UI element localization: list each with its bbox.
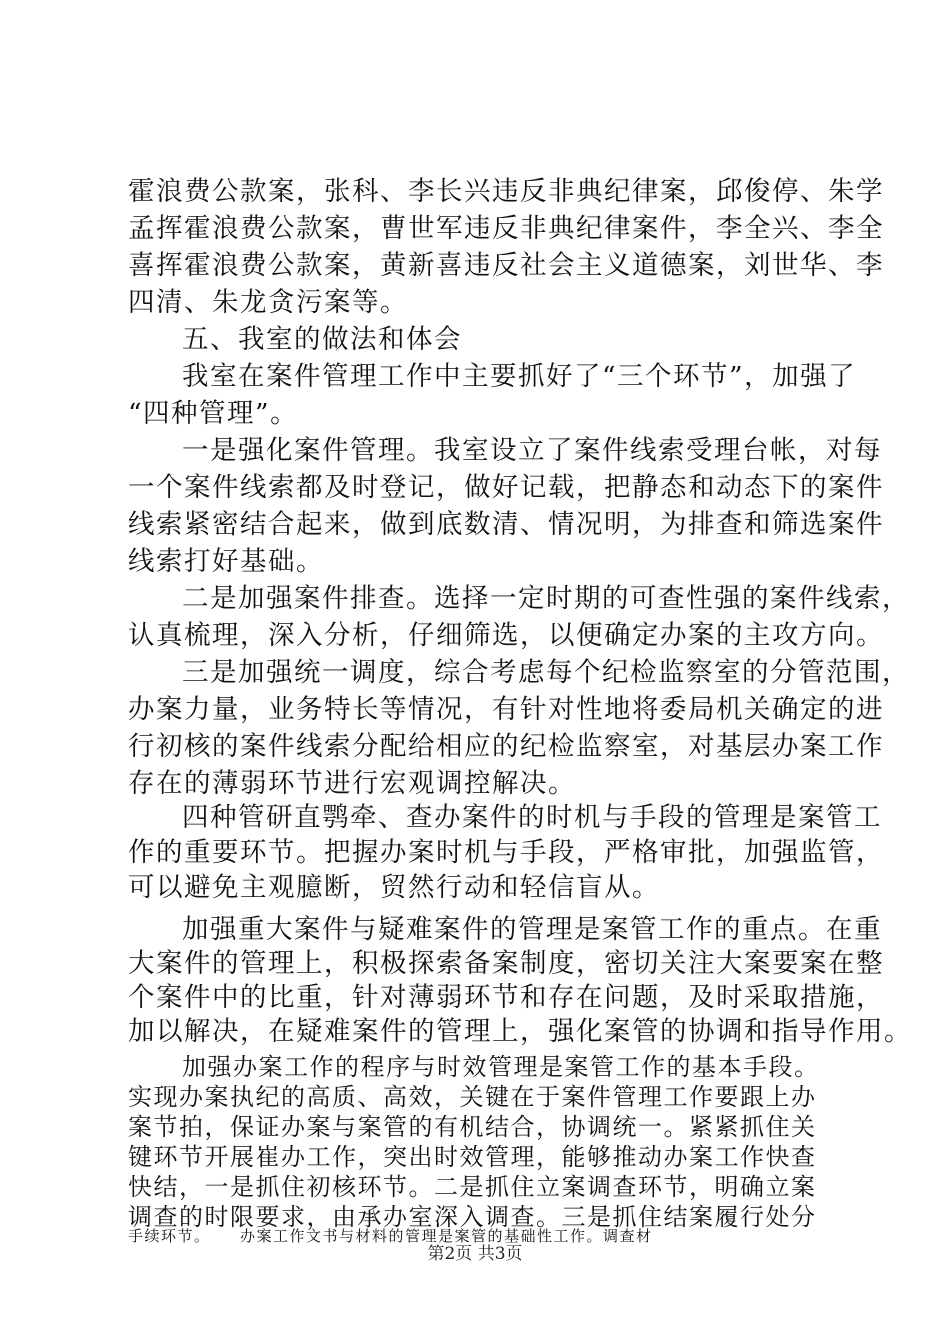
text-line: 四种管研直鹗牵、查办案件的时机与手段的管理是案管工 xyxy=(182,802,882,833)
text-line: 一个案件线索都及时登记，做好记载，把静态和动态下的案件 xyxy=(128,472,884,503)
text-line: 三是加强统一调度，综合考虑每个纪检监察室的分管范围， xyxy=(182,657,910,688)
text-line: 喜挥霍浪费公款案，黄新喜违反社会主义道德案，刘世华、李 xyxy=(128,250,884,281)
text-line: 行初核的案件线索分配给相应的纪检监察室，对基层办案工作 xyxy=(128,731,884,762)
text-line: 大案件的管理上，积极探索备案制度，密切关注大案要案在整 xyxy=(128,948,884,979)
text-line: 认真梳理，深入分析，仔细筛选，以便确定办案的主攻方向。 xyxy=(128,620,884,651)
text-line: 二是加强案件排查。选择一定时期的可查性强的案件线索， xyxy=(182,583,910,614)
text-line: 加强办案工作的程序与时效管理是案管工作的基本手段。 xyxy=(182,1053,820,1081)
text-line: “四种管理”。 xyxy=(128,398,299,429)
section-heading: 五、我室的做法和体会 xyxy=(182,324,462,355)
text-line: 加强重大案件与疑难案件的管理是案管工作的重点。在重 xyxy=(182,914,882,945)
text-line: 存在的薄弱环节进行宏观调控解决。 xyxy=(128,768,576,799)
text-line: 快结，一是抓住初核环节。二是抓住立案调查环节，明确立案 xyxy=(128,1173,817,1201)
text-line: 办案力量，业务特长等情况，有针对性地将委局机关确定的进 xyxy=(128,694,884,725)
text-line: 手续环节。 xyxy=(128,1227,211,1245)
text-line: 调查的时限要求，由承办室深入调查。三是抓住结案履行处分 xyxy=(128,1203,817,1231)
text-line: 可以避免主观臆断，贸然行动和轻信盲从。 xyxy=(128,872,660,903)
text-line: 个案件中的比重，针对薄弱环节和存在问题，及时采取措施， xyxy=(128,982,884,1013)
text-line: 案节拍，保证办案与案管的有机结合，协调统一。紧紧抓住关 xyxy=(128,1113,817,1141)
text-line: 作的重要环节。把握办案时机与手段，严格审批，加强监管， xyxy=(128,837,884,868)
text-line: 实现办案执纪的高质、高效，关键在于案件管理工作要跟上办 xyxy=(128,1083,817,1111)
text-line: 线索打好基础。 xyxy=(128,546,324,577)
text-line: 键环节开展崔办工作，突出时效管理，能够推动办案工作快查 xyxy=(128,1143,817,1171)
text-line: 孟挥霍浪费公款案，曹世军违反非典纪律案件，李全兴、李全 xyxy=(128,213,884,244)
page-number: 第2页 共3页 xyxy=(427,1244,523,1264)
text-line: 加以解决，在疑难案件的管理上，强化案管的协调和指导作用。 xyxy=(128,1016,912,1047)
text-line: 我室在案件管理工作中主要抓好了“三个环节”，加强了 xyxy=(182,361,857,392)
text-line: 霍浪费公款案，张科、李长兴违反非典纪律案，邱俊停、朱学 xyxy=(128,176,884,207)
text-line: 四清、朱龙贪污案等。 xyxy=(128,287,408,318)
text-line: 线索紧密结合起来，做到底数清、情况明，为排查和筛选案件 xyxy=(128,509,884,540)
text-line: 一是强化案件管理。我室设立了案件线索受理台帐，对每 xyxy=(182,435,882,466)
text-line: 办案工作文书与材料的管理是案管的基础性工作。调查材 xyxy=(240,1227,653,1245)
